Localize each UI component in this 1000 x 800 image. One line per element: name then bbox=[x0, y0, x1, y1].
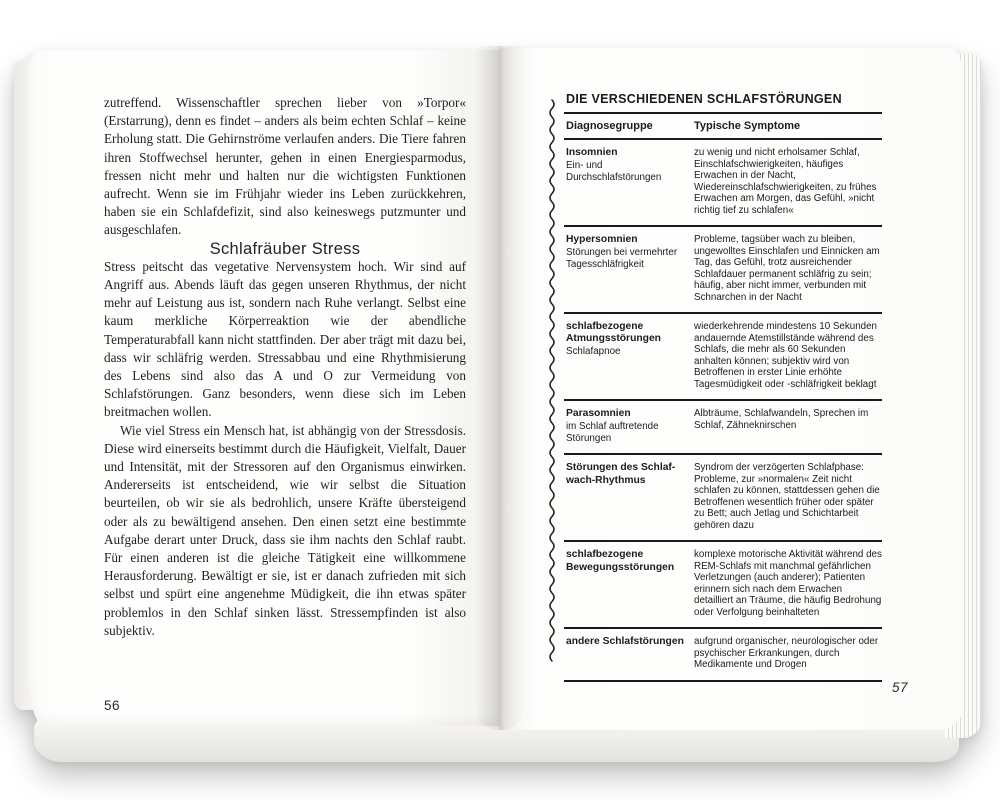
group-subtitle: Störungen bei vermehrter Tagesschläfrigkeit bbox=[566, 247, 678, 270]
open-book bbox=[28, 46, 963, 752]
table-row bbox=[564, 455, 882, 542]
group-subtitle: Ein- und Durchschlafstörungen bbox=[566, 160, 662, 183]
group-name: Störungen des Schlaf-wach-Rhythmus bbox=[566, 462, 676, 486]
section-heading: Schlafräuber Stress bbox=[209, 239, 361, 258]
group-name: andere Schlafstörungen bbox=[566, 636, 684, 648]
body-paragraph: Wie viel Stress ein Mensch hat, ist abhängig von der Stressdosis. Diese wird einerseits bestimmt durch die Häufigkeit, Vielfalt, Dauer und Intensität, mit der Stressoren auf den Organismus einwirken. Andererseits ist entscheidend, wie wir selbst die Situation beurteilen, ob wir sie als bedrohlich, unsere Kräfte übersteigend oder als zu bewältigend ansehen. Den einen setzt eine bestimmte Aufgabe derart unter Druck, dass sie ihm nachts den Schlaf raubt. Für einen anderen ist die gleiche Tätigkeit eine willkommene Herausforderung. Bewältigt er sie, ist er danach zufrieden mit sich selbst und spürt eine angenehme Müdigkeit, die ihn etwas später problemlos in den Schlaf sinken lässt. Stressempfinden ist also subjektiv. bbox=[104, 422, 466, 638]
symptoms-text: Syndrom der verzögerten Schlafphase: Probleme, zur »normalen« Zeit nicht schlafen zu können, stattdessen gehen die Betroffenen wesentlich früher oder später zu Bett; auch Jetlag und Schichtarbeit gehören dazu bbox=[694, 462, 880, 531]
group-name: schlafbezogene Atmungsstörungen bbox=[566, 321, 661, 345]
right-page bbox=[500, 48, 963, 730]
table-row bbox=[564, 401, 882, 455]
group-name: Insomnien bbox=[566, 147, 618, 158]
group-name: Hypersomnien bbox=[566, 234, 638, 245]
symptoms-text: aufgrund organischer, neurologischer oder psychischer Erkrankungen, durch Medikamente und Drogen bbox=[694, 636, 879, 671]
symptoms-text: zu wenig und nicht erholsamer Schlaf, Einschlafschwierigkeiten, häufiges Erwachen in der Nacht, Wiedereinschlafschwierigkeiten, zu frühes Erwachen am Morgen, das Gefühl, »nicht richtig tief zu schlafen« bbox=[694, 147, 877, 216]
symptoms-text: Probleme, tagsüber wach zu bleiben, ungewolltes Einschlafen und Einnicken am Tag, das Gefühl, trotz ausreichender Schlafdauer permanent schläfrig zu sein; häufig, aber nicht immer, verbunden mit Schnarchen in der Nacht bbox=[694, 234, 880, 303]
sleep-disorders-table bbox=[564, 92, 882, 682]
group-subtitle: im Schlaf auftretende Störungen bbox=[566, 421, 659, 444]
squiggle-decoration bbox=[546, 98, 558, 664]
column-header-typische-symptome: Typische Symptome bbox=[694, 120, 801, 132]
table-row bbox=[564, 140, 882, 227]
table-row bbox=[564, 629, 882, 682]
left-page bbox=[28, 50, 500, 726]
group-name: schlafbezogene Bewegungsstörungen bbox=[566, 549, 675, 573]
symptoms-text: komplexe motorische Aktivität während des REM-Schlafs mit manchmal gefährlichen Verletzungen (auch anderer); Patienten erinnern sich nach dem Erwachen detailliert an Träume, die häufig Bedrohung oder Verfolgung beinhalteten bbox=[694, 549, 882, 618]
page-number-right: 57 bbox=[892, 680, 909, 695]
table-row bbox=[564, 542, 882, 629]
page-number-left: 56 bbox=[104, 698, 121, 713]
group-subtitle: Schlafapnoe bbox=[566, 346, 621, 358]
table-row bbox=[564, 314, 882, 401]
group-name: Parasomnien bbox=[566, 408, 631, 419]
symptoms-text: Albträume, Schlafwandeln, Sprechen im Schlaf, Zähneknirschen bbox=[694, 408, 869, 431]
symptoms-text: wiederkehrende mindestens 10 Sekunden andauernde Atemstillstände während des Schlafs, die mehr als 60 Sekunden anhalten können; subjektiv wird von Betroffenen in erster Linie erhöhte Tagesmüdigkeit oder -schläfrigkeit beklagt bbox=[694, 321, 877, 390]
body-paragraph: Stress peitscht das vegetative Nervensystem hoch. Wir sind auf Angriff aus. Abends läuft das gegen unseren Rhythmus, der nicht mehr auf Leistung aus ist, sondern nach Ruhe verlangt. Selbst eine kaum merkliche Körperreaktion wie der abendliche Temperaturabfall kann nicht stattfinden. Der aber trägt mit dazu bei, dass wir schläfrig werden. Stressabbau und eine Rhythmisierung des Lebens sind also das A und O zur Vermeidung von Schlafstörungen. Ganz besonders, wenn diese sich im Leben breitmachen wollen. bbox=[104, 258, 466, 420]
squiggle-path bbox=[550, 100, 554, 661]
column-header-diagnosegruppe: Diagnosegruppe bbox=[566, 120, 653, 132]
table-title: DIE VERSCHIEDENEN SCHLAFSTÖRUNGEN bbox=[564, 92, 882, 114]
table-header-row bbox=[564, 114, 882, 140]
body-paragraph: zutreffend. Wissenschaftler sprechen lieber von »Torpor« (Erstarrung), denn es findet – anders als beim echten Schlaf – keine Erholung statt. Die Gehirnströme verlaufen anders. Die Tiere fahren ihren Stoffwechsel herunter, gehen in einen Energiesparmodus, fressen nicht mehr und halten nur die wichtigsten Funktionen aufrecht. Wenn sie im Frühjahr wieder ins Leben zurückkehren, haben sie ein Schlafdefizit, sind also keineswegs putzmunter und ausgeschlafen. bbox=[104, 95, 466, 238]
left-page-text-block bbox=[104, 94, 466, 640]
table-row bbox=[564, 227, 882, 314]
